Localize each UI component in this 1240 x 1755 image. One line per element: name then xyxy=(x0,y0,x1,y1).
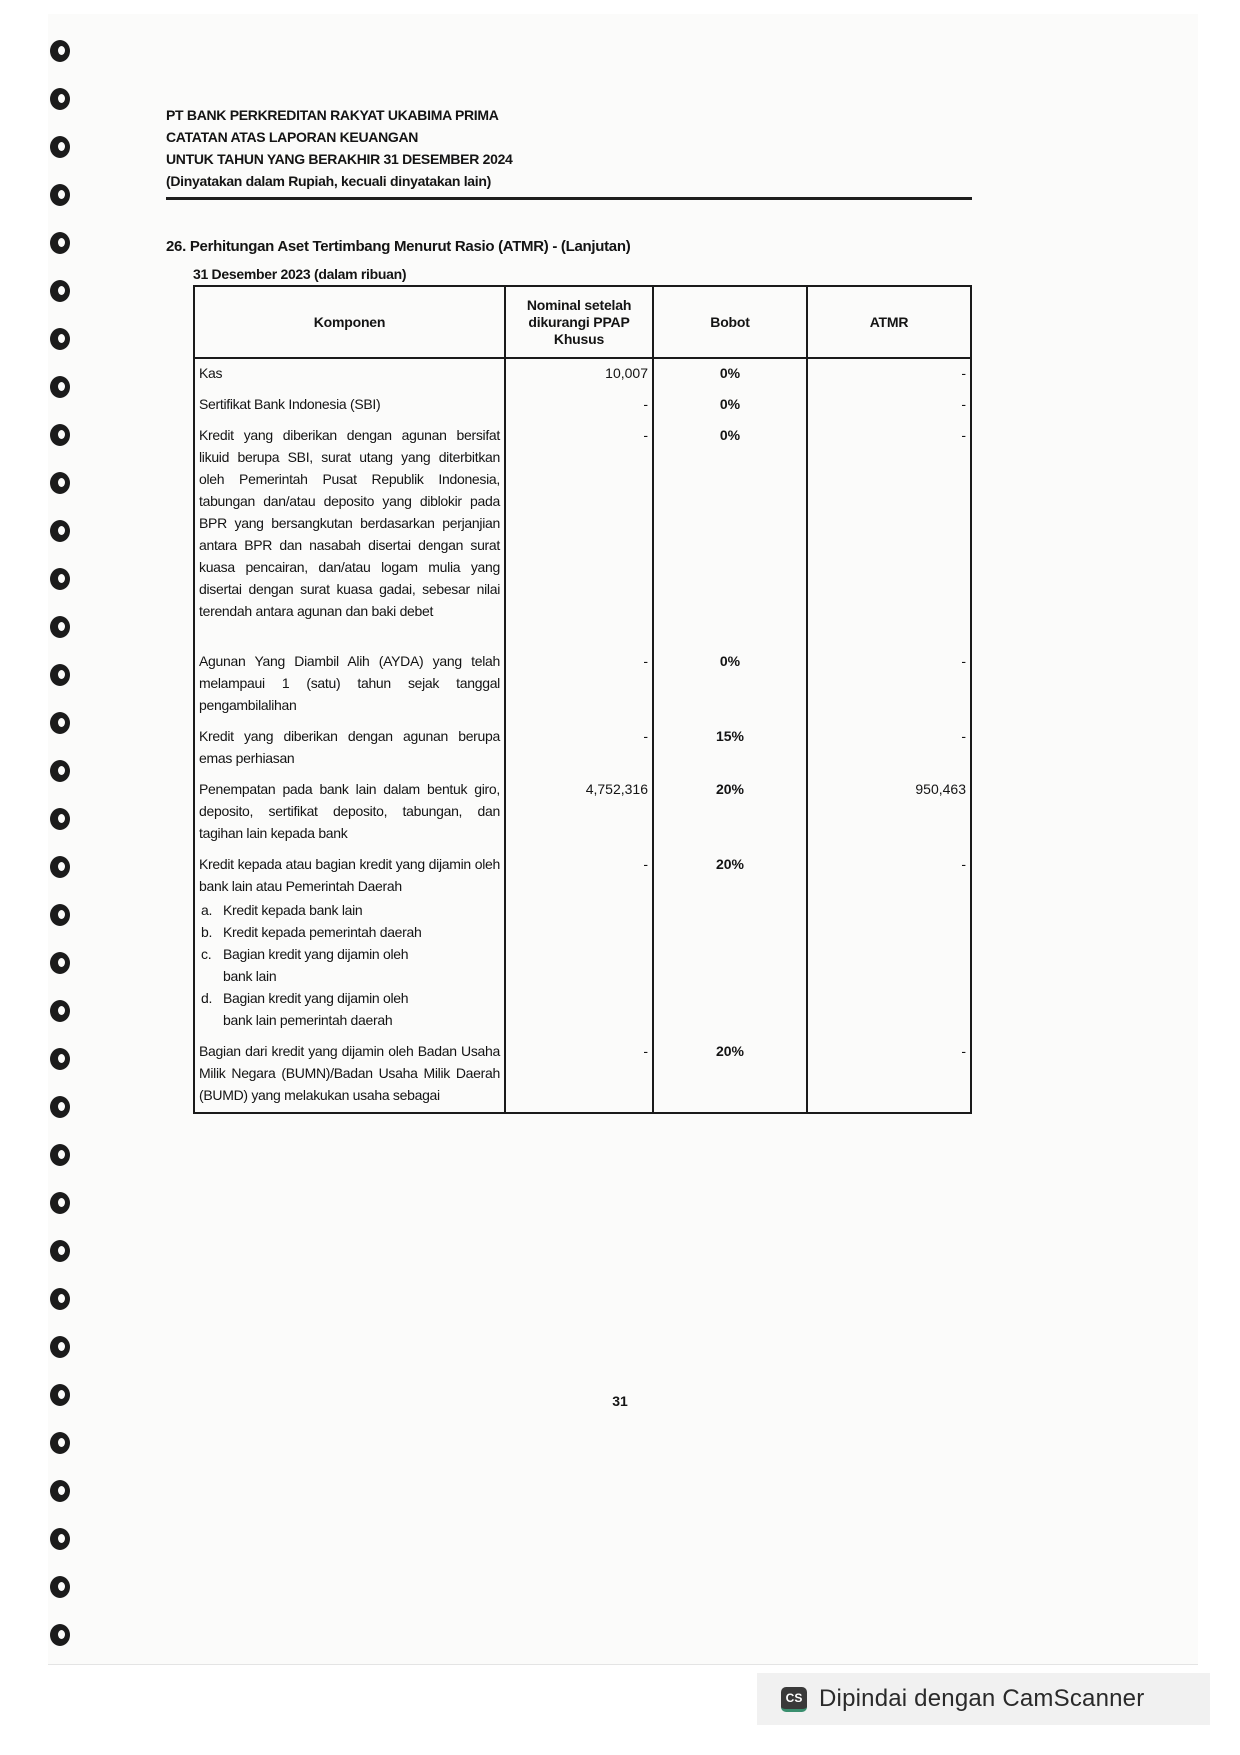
atmr-cell: - xyxy=(807,1037,971,1113)
binding-ring xyxy=(50,1000,70,1022)
report-period: UNTUK TAHUN YANG BERAKHIR 31 DESEMBER 2024 xyxy=(166,151,513,167)
list-item xyxy=(199,987,500,1031)
komponen-cell: Kredit yang diberikan dengan agunan berupa emas perhiasan xyxy=(194,722,505,775)
atmr-cell: - xyxy=(807,421,971,628)
report-header xyxy=(166,104,976,192)
list-item-letter: a. xyxy=(201,902,213,918)
bobot-cell: 20% xyxy=(653,850,807,1037)
binding-ring xyxy=(50,280,70,302)
atmr-cell: - xyxy=(807,358,971,390)
bobot-cell: 20% xyxy=(653,775,807,850)
table-row xyxy=(194,1037,971,1113)
nominal-cell: - xyxy=(505,722,653,775)
section-subtitle: 31 Desember 2023 (dalam ribuan) xyxy=(193,266,407,282)
binding-ring xyxy=(50,856,70,878)
currency-note: (Dinyatakan dalam Rupiah, kecuali dinyatakan lain) xyxy=(166,173,491,189)
spacer-cell xyxy=(653,628,807,647)
binding-ring xyxy=(50,664,70,686)
binding-ring xyxy=(50,40,70,62)
binding-ring xyxy=(50,1432,70,1454)
list-item xyxy=(199,921,500,943)
binding-ring xyxy=(50,1576,70,1598)
binding-ring xyxy=(50,1288,70,1310)
atmr-table xyxy=(193,285,972,1114)
binding-ring xyxy=(50,232,70,254)
bobot-cell: 15% xyxy=(653,722,807,775)
komponen-cell: Agunan Yang Diambil Alih (AYDA) yang telah melampaui 1 (satu) tahun sejak tanggal pengambilalihan xyxy=(194,647,505,722)
table-row xyxy=(194,390,971,421)
atmr-cell: - xyxy=(807,850,971,1037)
nominal-cell: - xyxy=(505,850,653,1037)
komponen-cell: Kredit yang diberikan dengan agunan bersifat likuid berupa SBI, surat utang yang diterbitkan oleh Pemerintah Pusat Republik Indonesia, tabungan dan/atau deposito yang diblokir pada BPR yang bersangkutan berdasarkan perjanjian antara BPR dan nasabah disertai dengan surat kuasa pencairan, dan/atau logam mulia yang disertai dengan surat kuasa gadai, sebesar nilai terendah antara agunan dan baki debet xyxy=(194,421,505,628)
binding-ring xyxy=(50,424,70,446)
list-item-letter: c. xyxy=(201,946,212,962)
atmr-cell: - xyxy=(807,647,971,722)
list-item-letter: d. xyxy=(201,990,213,1006)
binding-ring xyxy=(50,1240,70,1262)
atmr-cell: - xyxy=(807,722,971,775)
list-item-text: Bagian kredit yang dijamin oleh bank lain pemerintah daerah xyxy=(223,990,409,1028)
table-row xyxy=(194,722,971,775)
camscanner-logo-icon: CS xyxy=(781,1687,807,1712)
binding-ring xyxy=(50,952,70,974)
table-header-row xyxy=(194,286,971,358)
binding-ring xyxy=(50,1048,70,1070)
list-item-text: Kredit kepada pemerintah daerah xyxy=(223,924,422,940)
binding-ring xyxy=(50,1624,70,1646)
list-item-text: Bagian kredit yang dijamin oleh bank lain xyxy=(223,946,409,984)
company-name: PT BANK PERKREDITAN RAKYAT UKABIMA PRIMA xyxy=(166,107,499,123)
header-bobot: Bobot xyxy=(653,286,807,358)
table-row xyxy=(194,775,971,850)
binding-ring xyxy=(50,88,70,110)
table-row xyxy=(194,421,971,628)
spacer-cell xyxy=(505,628,653,647)
bobot-cell: 20% xyxy=(653,1037,807,1113)
binding-ring xyxy=(50,1528,70,1550)
binding-ring xyxy=(50,472,70,494)
komponen-cell: Sertifikat Bank Indonesia (SBI) xyxy=(194,390,505,421)
binding-ring xyxy=(50,568,70,590)
binding-ring xyxy=(50,136,70,158)
camscanner-watermark xyxy=(757,1673,1210,1725)
list-item-letter: b. xyxy=(201,924,213,940)
binding-ring xyxy=(50,1480,70,1502)
komponen-text: Kredit kepada atau bagian kredit yang dijamin oleh bank lain atau Pemerintah Daerah xyxy=(199,856,500,894)
list-item xyxy=(199,943,500,987)
header-nominal: Nominal setelah dikurangi PPAP Khusus xyxy=(505,286,653,358)
bobot-cell: 0% xyxy=(653,358,807,390)
section-title: 26. Perhitungan Aset Tertimbang Menurut Rasio (ATMR) - (Lanjutan) xyxy=(166,238,631,255)
nominal-cell: - xyxy=(505,1037,653,1113)
nominal-cell: 4,752,316 xyxy=(505,775,653,850)
binding-ring xyxy=(50,1144,70,1166)
binding-ring xyxy=(50,184,70,206)
bobot-cell: 0% xyxy=(653,647,807,722)
list-item xyxy=(199,899,500,921)
table-row xyxy=(194,850,971,1037)
komponen-cell: Kas xyxy=(194,358,505,390)
camscanner-text: Dipindai dengan CamScanner xyxy=(819,1685,1145,1712)
komponen-cell xyxy=(194,850,505,1037)
bobot-cell: 0% xyxy=(653,421,807,628)
nominal-cell: - xyxy=(505,647,653,722)
nominal-cell: 10,007 xyxy=(505,358,653,390)
report-title: CATATAN ATAS LAPORAN KEUANGAN xyxy=(166,129,419,145)
komponen-cell: Penempatan pada bank lain dalam bentuk giro, deposito, sertifikat deposito, tabungan, dan tagihan lain kepada bank xyxy=(194,775,505,850)
list-item-text: Kredit kepada bank lain xyxy=(223,902,363,918)
table-row xyxy=(194,647,971,722)
atmr-cell: 950,463 xyxy=(807,775,971,850)
atmr-cell: - xyxy=(807,390,971,421)
binding-ring xyxy=(50,520,70,542)
binding-ring xyxy=(50,1192,70,1214)
binding-ring xyxy=(50,616,70,638)
header-atmr: ATMR xyxy=(807,286,971,358)
header-divider xyxy=(166,197,972,200)
binding-ring xyxy=(50,904,70,926)
spacer-cell xyxy=(807,628,971,647)
spacer-row xyxy=(194,628,971,647)
binding-ring xyxy=(50,376,70,398)
binding-ring xyxy=(50,1096,70,1118)
table-row xyxy=(194,358,971,390)
binding-ring xyxy=(50,760,70,782)
page-number: 31 xyxy=(612,1393,628,1409)
komponen-cell: Bagian dari kredit yang dijamin oleh Badan Usaha Milik Negara (BUMN)/Badan Usaha Milik Daerah (BUMD) yang melakukan usaha sebagai xyxy=(194,1037,505,1113)
nominal-cell: - xyxy=(505,390,653,421)
binding-ring xyxy=(50,1336,70,1358)
bobot-cell: 0% xyxy=(653,390,807,421)
binding-ring xyxy=(50,808,70,830)
nominal-cell: - xyxy=(505,421,653,628)
binding-ring xyxy=(50,712,70,734)
spacer-cell xyxy=(194,628,505,647)
header-komponen: Komponen xyxy=(194,286,505,358)
sub-item-list xyxy=(199,899,500,1031)
binding-ring xyxy=(50,328,70,350)
